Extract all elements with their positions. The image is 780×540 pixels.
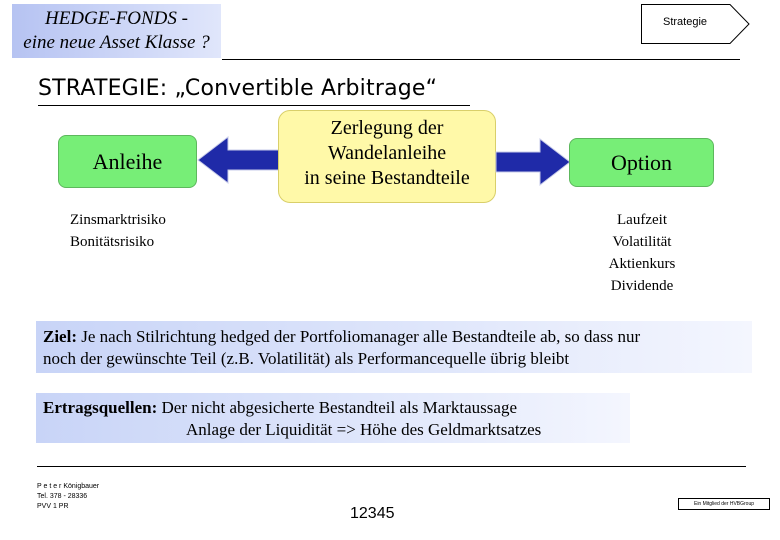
title-line-2: eine neue Asset Klasse ?: [23, 32, 210, 53]
risk-item: Zinsmarktrisiko: [70, 212, 166, 228]
parameter-item: Dividende: [610, 278, 674, 294]
title-box: [12, 4, 221, 58]
ziel-line-1: [43, 326, 752, 348]
ertrag-text-2: Anlage der Liquidität => Höhe des Geldmarktsatzes: [186, 420, 542, 439]
footer-name: P e t e r Königbauer: [37, 483, 100, 490]
option-box: Option: [569, 138, 714, 187]
ziel-text-2: noch der gewünschte Teil (z.B. Volatilität) als Performancequelle übrig bleibt: [43, 349, 570, 368]
ziel-text-1: Je nach Stilrichtung hedged der Portfoliomanager alle Bestandteile ab, so dass nur: [77, 327, 641, 346]
risk-item: Bonitätsrisiko: [70, 234, 155, 250]
tag-label: Strategie: [663, 16, 708, 28]
center-line-1: Zerlegung der: [330, 117, 444, 139]
footer-tel: Tel. 378 - 28336: [37, 493, 88, 500]
anleihe-risks: [70, 209, 166, 253]
center-line-3: in seine Bestandteile: [304, 167, 470, 189]
ziel-band: [36, 321, 752, 373]
footer-divider: [37, 466, 746, 467]
ziel-label: Ziel:: [43, 327, 77, 346]
title-line-1: HEDGE-FONDS -: [44, 8, 188, 29]
parameter-item: Laufzeit: [617, 212, 667, 228]
option-parameters: [600, 209, 684, 297]
arrow-right-icon: [495, 137, 571, 187]
header-divider: [222, 59, 740, 60]
heading-underline: [38, 105, 470, 106]
slide-heading: STRATEGIE: „Convertible Arbitrage“: [38, 76, 438, 101]
ertrag-label: Ertragsquellen:: [43, 398, 158, 417]
center-line-2: Wandelanleihe: [327, 142, 447, 164]
footer-dept: PVV 1 PR: [37, 503, 69, 510]
anleihe-box: Anleihe: [58, 135, 197, 188]
ertrag-text-1: Der nicht abgesicherte Bestandteil als Marktaussage: [157, 398, 517, 417]
footer-member-note: Ein Mitglied der HVBGroup: [678, 498, 770, 510]
arrow-left-icon: [197, 135, 281, 185]
parameter-item: Aktienkurs: [608, 256, 676, 272]
ertrag-line-1: [43, 397, 630, 419]
decomposition-box: [278, 110, 496, 203]
ertrag-band: [36, 393, 630, 443]
footer-contact: [37, 482, 99, 512]
footer-number: 12345: [350, 505, 395, 522]
strategie-tag: [641, 4, 750, 44]
parameter-item: Volatilität: [612, 234, 672, 250]
